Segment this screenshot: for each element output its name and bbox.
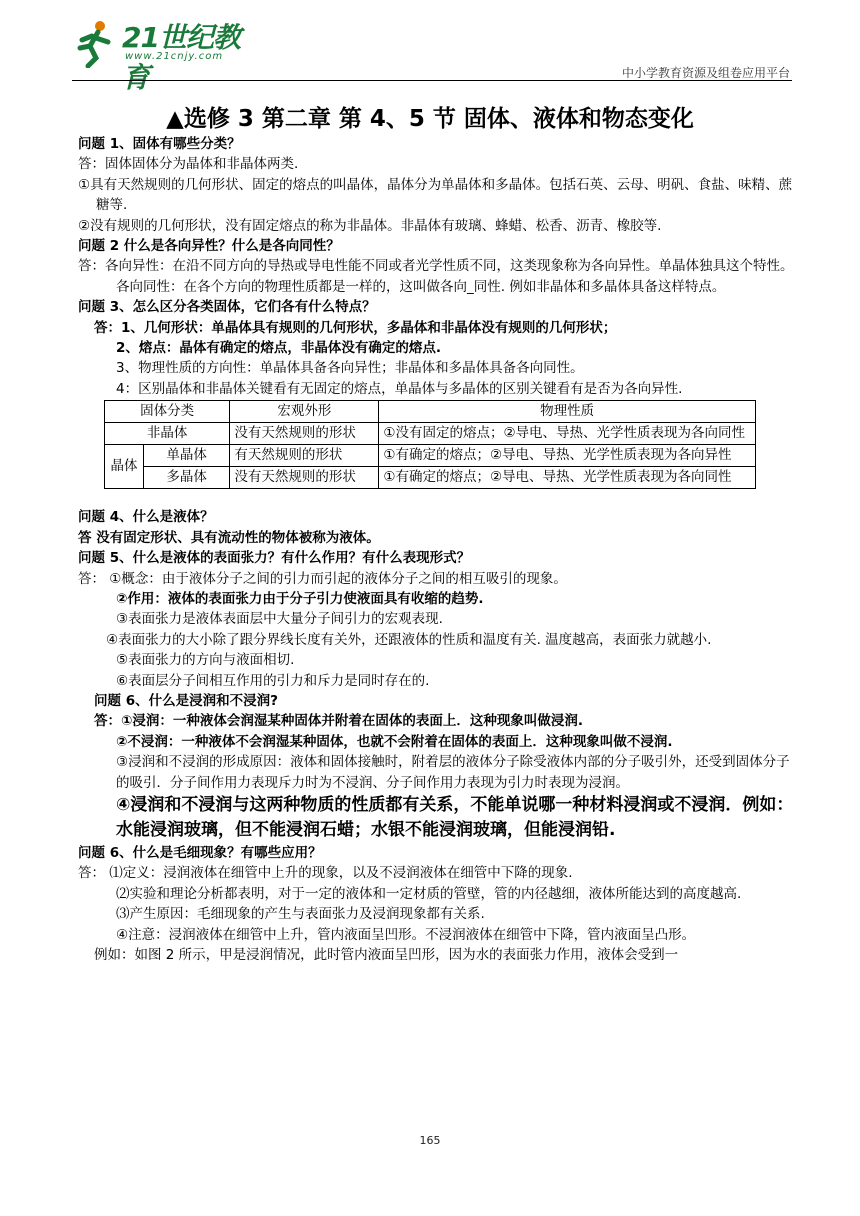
q1-point-1: ①具有天然规则的几何形状、固定的熔点的叫晶体，晶体分为单晶体和多晶体。包括石英、云母、明矾、食盐、味精、蔗糖等. [78,176,793,214]
table-cell: ①有确定的熔点；②导电、导热、光学性质表现为各向同性 [379,467,756,489]
logo-brand: 21世纪教育 [122,21,240,94]
q6-answer-1: 答：①浸润：一种液体会润湿某种固体并附着在固体的表面上．这种现象叫做浸润. [94,713,584,730]
q7-answer-2: ⑵实验和理论分析都表明，对于一定的液体和一定材质的管壁，管的内径越细，液体所能达到的高度越高. [116,885,742,902]
q5-answer-6: ⑥表面层分子间相互作用的引力和斥力是同时存在的. [116,672,430,689]
table-cell: ①有确定的熔点；②导电、导热、光学性质表现为各向异性 [379,445,756,467]
q2-answer-anisotropy: 答：各向异性：在沿不同方向的导热或导电性能不同或者光学性质不同，这类现象称为各向异性。单晶体独具这个特性。 [78,258,794,275]
table-cell: 没有天然规则的形状 [230,423,379,445]
header-divider [72,80,792,81]
table-header-shape: 宏观外形 [230,401,379,423]
platform-name: 中小学教育资源及组卷应用平台 [621,66,790,80]
q5-answer-4: ④表面张力的大小除了跟分界线长度有关外，还跟液体的性质和温度有关. 温度越高，表面张力就越小. [106,631,712,648]
table-row [105,445,756,467]
table-cell: 非晶体 [105,423,230,445]
q5-answer-5: ⑤表面张力的方向与液面相切. [116,652,295,669]
page-title: ▲选修 3 第二章 第 4、5 节 固体、液体和物态变化 [166,106,694,132]
table-cell: ①没有固定的熔点；②导电、导热、光学性质表现为各向同性 [379,423,756,445]
q4-question: 问题 4、什么是液体？ [78,509,214,526]
page-number: 165 [419,1134,441,1147]
table-cell: 晶体 [105,445,144,489]
document-body [78,134,800,965]
q5-answer-2: ②作用：液体的表面张力由于分子引力使液面具有收缩的趋势. [116,590,484,607]
q6-answer-4: ④浸润和不浸润与这两种物质的性质都有关系，不能单说哪一种材料浸润或不浸润．例如：水能浸润玻璃，但不能浸润石蜡；水银不能浸润玻璃，但能浸润铅. [116,794,794,840]
table-cell: 多晶体 [144,467,230,489]
table-cell: 有天然规则的形状 [230,445,379,467]
table-header-property: 物理性质 [379,401,756,423]
q6-answer-2: ②不浸润：一种液体不会润湿某种固体，也就不会附着在固体的表面上．这种现象叫做不浸润. [116,733,673,750]
logo [70,14,240,94]
table-header-category: 固体分类 [105,401,230,423]
q7-question: 问题 6、什么是毛细现象？有哪些应用？ [78,844,322,861]
q3-question: 问题 3、怎么区分各类固体，它们各有什么特点？ [78,299,376,316]
q3-answer-2: 2、熔点：晶体有确定的熔点，非晶体没有确定的熔点. [116,340,442,357]
q2-answer-isotropy: 各向同性：在各个方向的物理性质都是一样的，这叫做各向_同性. 例如非晶体和多晶体具备这样特点。 [116,278,726,295]
q5-answer-3: ③表面张力是液体表面层中大量分子间引力的宏观表现. [116,611,443,628]
table-cell: 单晶体 [144,445,230,467]
q5-question: 问题 5、什么是液体的表面张力？有什么作用？有什么表现形式？ [78,550,471,567]
q7-answer-4: ④注意：浸润液体在细管中上升，管内液面呈凹形。不浸润液体在细管中下降，管内液面呈凸形。 [116,926,696,943]
q6-question: 问题 6、什么是浸润和不浸润? [94,692,278,709]
q6-answer-3: ③浸润和不浸润的形成原因：液体和固体接触时，附着层的液体分子除受液体内部的分子吸引外，还受到固体分子的吸引．分子间作用力表现斥力时为不浸润、分子间作用力表现为引力时表现为浸润。 [116,754,790,791]
q5-answer-1: 答： ①概念：由于液体分子之间的引力而引起的液体分子之间的相互吸引的现象。 [78,570,567,587]
q4-answer: 答 没有固定形状、具有流动性的物体被称为液体。 [78,529,380,546]
logo-url: www.21cnjy.com [125,51,224,62]
table-cell: 没有天然规则的形状 [230,467,379,489]
q1-point-2: ②没有规则的几何形状，没有固定熔点的称为非晶体。非晶体有玻璃、蜂蜡、松香、沥青、橡胶等. [78,217,662,234]
q7-answer-1: 答： ⑴定义：浸润液体在细管中上升的现象，以及不浸润液体在细管中下降的现象. [78,865,573,882]
q2-question: 问题 2 什么是各向异性？什么是各向同性？ [78,238,340,255]
q1-answer: 答：固体固体分为晶体和非晶体两类. [78,156,299,173]
q7-answer-5: 例如：如图 2 所示，甲是浸润情况，此时管内液面呈凹形，因为水的表面张力作用，液体会受到一 [94,947,679,963]
runner-logo-icon [70,18,120,68]
table-row [105,423,756,445]
q3-answer-3: 3、物理性质的方向性：单晶体具备各向异性；非晶体和多晶体具备各向同性。 [116,360,584,377]
q1-question: 问题 1、固体有哪些分类？ [78,136,241,152]
solid-classification-table [104,400,756,489]
q3-answer-4: 4：区别晶体和非晶体关键看有无固定的熔点，单晶体与多晶体的区别关键看有是否为各向异性. [116,380,683,397]
q3-answer-1: 答：1、几何形状：单晶体具有规则的几何形状，多晶体和非晶体没有规则的几何形状； [94,319,617,336]
table-row [105,467,756,489]
q7-answer-3: ⑶产生原因：毛细现象的产生与表面张力及浸润现象都有关系. [116,906,485,923]
